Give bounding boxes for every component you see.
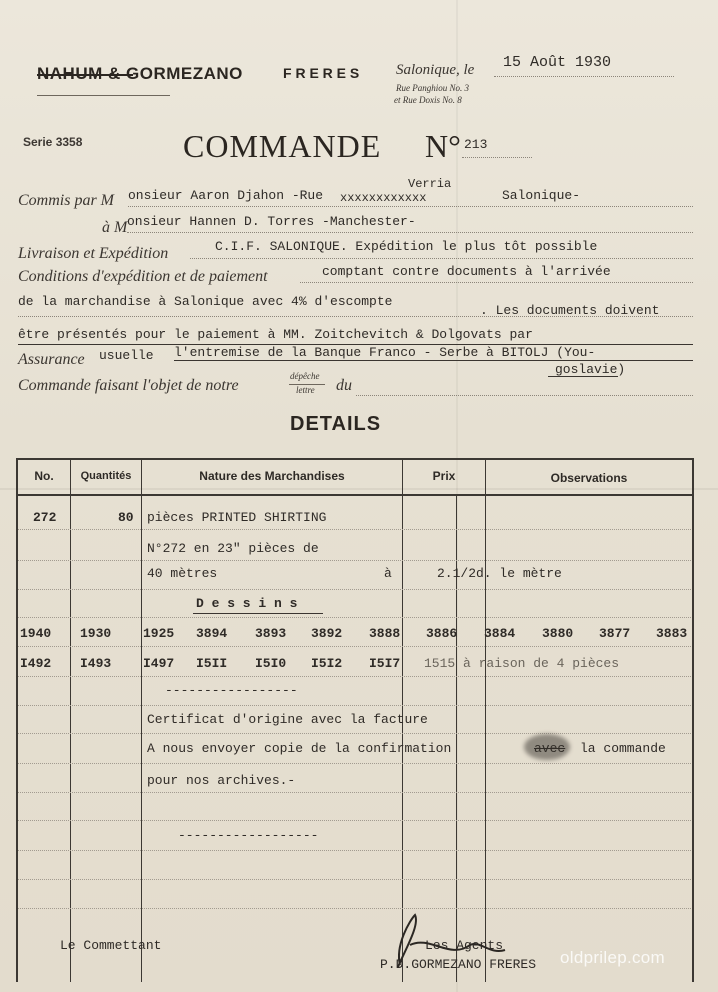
company-name-left: NAHUM & GORMEZANO bbox=[37, 64, 243, 83]
table-header-bottom bbox=[16, 494, 694, 496]
row3-a: à bbox=[384, 566, 392, 581]
design-cell: 3892 bbox=[311, 626, 343, 641]
table-row-line bbox=[18, 763, 691, 764]
commande-frac-top: dépêche bbox=[290, 371, 320, 381]
design-cell: I5I2 bbox=[311, 656, 343, 671]
design-cell: 1930 bbox=[80, 626, 112, 641]
table-row-line bbox=[18, 676, 691, 677]
note-copie: A nous envoyer copie de la confirmation bbox=[147, 741, 452, 756]
table-col-4 bbox=[485, 458, 486, 982]
commande-rule bbox=[356, 395, 693, 396]
table-row-line bbox=[18, 850, 691, 851]
assurance-underline-2 bbox=[548, 376, 618, 377]
row1-qty: 80 bbox=[118, 510, 134, 525]
commettant-label: Le Commettant bbox=[60, 938, 162, 953]
row3-price: 2.1/2d. le mètre bbox=[437, 566, 562, 581]
place-label: Salonique, le bbox=[396, 62, 475, 78]
design-cell: I5I7 bbox=[369, 656, 401, 671]
conditions-value-3: être présentés pour le paiement à MM. Zoitchevitch & Dolgovats par bbox=[18, 327, 533, 342]
a-rule bbox=[127, 232, 693, 233]
design-row-2-tail: 1515 à raison de 4 pièces bbox=[424, 656, 620, 671]
company-underline bbox=[37, 95, 170, 96]
commis-value: onsieur Aaron Djahon -Rue bbox=[128, 188, 324, 203]
agents-name: P.D.GORMEZANO FRERES bbox=[380, 957, 537, 972]
design-cell: 3883 bbox=[656, 626, 688, 641]
design-cell: 3893 bbox=[255, 626, 287, 641]
dessins-label: D e s s i n s bbox=[196, 596, 298, 611]
row3-desc: 40 mètres bbox=[147, 566, 218, 581]
table-row-line bbox=[18, 705, 691, 706]
date-rule bbox=[494, 76, 674, 77]
row1-no: 272 bbox=[33, 510, 57, 525]
livraison-value: C.I.F. SALONIQUE. Expédition le plus tôt possible bbox=[215, 239, 598, 254]
header-observations: Observations bbox=[550, 471, 628, 485]
commis-street-inserted: Verria bbox=[408, 177, 452, 191]
table-row-line bbox=[18, 646, 691, 647]
separator-dashes-2: ------------------ bbox=[178, 828, 319, 843]
conditions-rule-1 bbox=[300, 282, 693, 283]
design-cell: 3877 bbox=[599, 626, 631, 641]
order-serie: Serie 3358 bbox=[23, 135, 83, 149]
assurance-label: Assurance bbox=[18, 351, 85, 368]
separator-dashes: ----------------- bbox=[165, 683, 298, 698]
address-line-1: Rue Panghiou No. 3 bbox=[396, 83, 469, 93]
dessins-underline bbox=[193, 613, 323, 614]
row1-desc: pièces PRINTED SHIRTING bbox=[147, 510, 327, 525]
table-col-1 bbox=[70, 458, 71, 982]
watermark: oldprilep.com bbox=[560, 948, 666, 967]
design-cell: I497 bbox=[143, 656, 175, 671]
handwritten-signature bbox=[370, 905, 510, 975]
conditions-value-1: comptant contre documents à l'arrivée bbox=[322, 264, 611, 279]
table-left bbox=[16, 458, 18, 982]
header-no: No. bbox=[34, 469, 54, 483]
commande-du: du bbox=[336, 377, 352, 394]
livraison-rule bbox=[190, 258, 693, 259]
commande-label: Commande faisant l'objet de notre bbox=[18, 377, 239, 394]
table-top bbox=[16, 458, 694, 460]
row2-desc: N°272 en 23" pièces de bbox=[147, 541, 319, 556]
note-archives: pour nos archives.- bbox=[147, 773, 296, 788]
design-cell: 1925 bbox=[143, 626, 175, 641]
table-col-2 bbox=[141, 458, 142, 982]
design-cell: 1940 bbox=[20, 626, 52, 641]
conditions-label: Conditions d'expédition et de paiement bbox=[18, 268, 268, 285]
order-title: COMMANDE bbox=[183, 128, 382, 164]
a-label: à M bbox=[102, 219, 128, 236]
address-line-2: et Rue Doxis No. 8 bbox=[394, 95, 462, 105]
header-nature: Nature des Marchandises bbox=[199, 469, 345, 483]
design-cell: I5I0 bbox=[255, 656, 287, 671]
design-cell: 3886 bbox=[426, 626, 458, 641]
design-cell: I493 bbox=[80, 656, 112, 671]
table-row-line bbox=[18, 733, 691, 734]
conditions-value-2b: . Les documents doivent bbox=[480, 303, 660, 318]
commis-rule bbox=[128, 206, 693, 207]
note-copie-struck: avec bbox=[534, 741, 566, 756]
paper-fold-horizontal bbox=[0, 488, 718, 490]
assurance-underline bbox=[174, 360, 693, 361]
commis-city: Salonique- bbox=[502, 188, 581, 203]
assurance-value-3: goslavie) bbox=[555, 362, 626, 377]
a-value: onsieur Hannen D. Torres -Manchester- bbox=[127, 214, 416, 229]
table-row-line bbox=[18, 617, 691, 618]
order-number: 213 bbox=[464, 137, 488, 152]
commande-frac-bottom: lettre bbox=[296, 385, 315, 395]
livraison-label: Livraison et Expédition bbox=[18, 245, 169, 262]
design-cell: I492 bbox=[20, 656, 52, 671]
design-cell: 3894 bbox=[196, 626, 228, 641]
header-quantites: Quantités bbox=[80, 470, 132, 482]
table-row-line bbox=[18, 589, 691, 590]
company-name-right: F R E R E S bbox=[283, 65, 360, 81]
table-row-line bbox=[18, 820, 691, 821]
design-cell: 3884 bbox=[484, 626, 516, 641]
assurance-value-2: l'entremise de la Banque Franco - Serbe à BITOLJ (You- bbox=[174, 345, 596, 360]
company-strike bbox=[37, 74, 133, 76]
table-row-line bbox=[18, 529, 691, 530]
table-right bbox=[692, 458, 694, 982]
details-title: DETAILS bbox=[290, 413, 382, 435]
note-copie-end: la commande bbox=[580, 741, 666, 756]
table-row-line bbox=[18, 560, 691, 561]
table-row-line bbox=[18, 908, 691, 909]
assurance-value: usuelle bbox=[99, 348, 154, 363]
note-certificat: Certificat d'origine avec la facture bbox=[147, 712, 428, 727]
ink-blot bbox=[524, 734, 570, 760]
conditions-value-2: de la marchandise à Salonique avec 4% d'escompte bbox=[18, 294, 393, 309]
order-number-rule bbox=[462, 157, 532, 158]
letter-date: 15 Août 1930 bbox=[503, 54, 612, 71]
conditions-rule-2 bbox=[18, 316, 693, 317]
design-cell: 3880 bbox=[542, 626, 574, 641]
commis-label: Commis par M bbox=[18, 192, 115, 209]
header-prix: Prix bbox=[432, 469, 456, 483]
table-row-line bbox=[18, 879, 691, 880]
design-cell: I5II bbox=[196, 656, 228, 671]
order-number-prefix: N° bbox=[425, 128, 461, 164]
table-row-line bbox=[18, 792, 691, 793]
design-cell: 3888 bbox=[369, 626, 401, 641]
commis-street-struck: xxxxxxxxxxxx bbox=[340, 191, 427, 205]
agents-label: Les Agents bbox=[425, 938, 504, 953]
